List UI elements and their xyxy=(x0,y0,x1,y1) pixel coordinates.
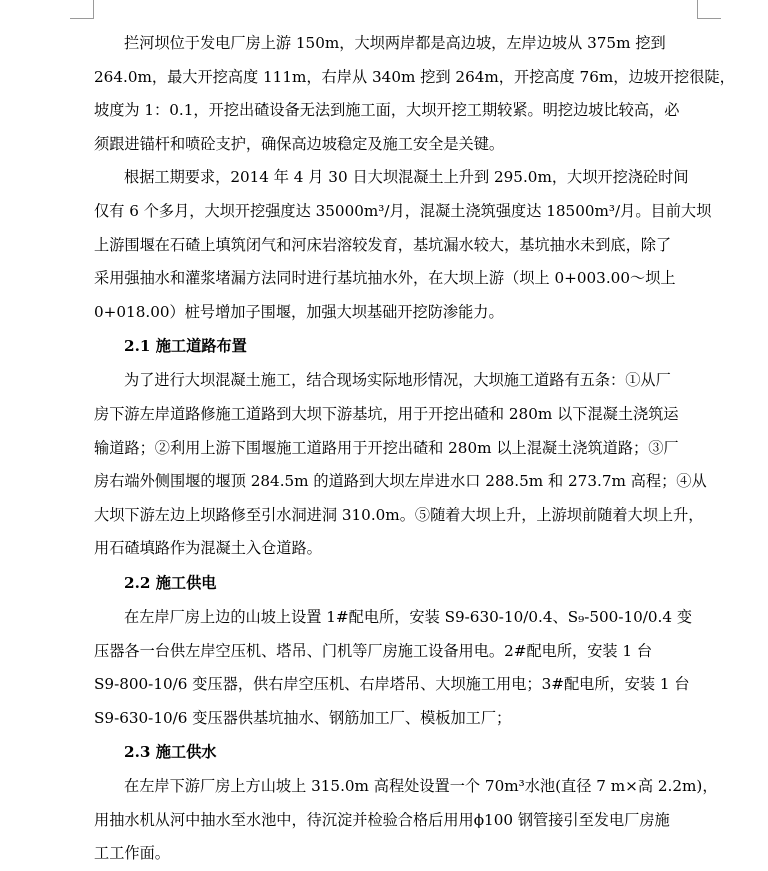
section-heading-power: 2.2 施工供电 xyxy=(124,573,217,592)
text-line: 压器各一台供左岸空压机、塔吊、门机等厂房施工设备用电。2#配电所，安装 1 台 xyxy=(94,641,653,660)
text-line: 坡度为 1：0.1，开挖出碴设备无法到施工面，大坝开挖工期较紧。明挖边坡比较高，必 xyxy=(94,101,680,120)
paragraph-schedule xyxy=(94,161,712,329)
text-line: 大坝下游左边上坝路修至引水洞进洞 310.0m。⑤随着大坝上升，上游坝前随着大坝上升， xyxy=(94,505,704,524)
text-line: 在左岸下游厂房上方山坡上 315.0m 高程处设置一个 70m³水池(直径 7 m×高 2.2m)， xyxy=(124,777,718,796)
text-line: 须跟进锚杆和喷砼支护，确保高边坡稳定及施工安全是关键。 xyxy=(94,134,505,153)
text-line: 上游围堰在石碴上填筑闭气和河床岩溶较发育，基坑漏水较大，基坑抽水未到底，除了 xyxy=(94,235,672,254)
text-line: 根据工期要求，2014 年 4 月 30 日大坝混凝土上升到 295.0m，大坝开挖浇砼时间 xyxy=(124,168,689,187)
margin-corner-mark-left xyxy=(93,0,94,18)
text-line: 拦河坝位于发电厂房上游 150m，大坝两岸都是高边坡，左岸边坡从 375m 挖到 xyxy=(124,34,666,52)
margin-corner-mark-left-h xyxy=(70,18,94,19)
text-line: 0+018.00）桩号增加子围堰，加强大坝基础开挖防渗能力。 xyxy=(94,302,504,321)
text-line: S9-630-10/6 变压器供基坑抽水、钢筋加工厂、模板加工厂； xyxy=(94,708,512,727)
section-heading-water: 2.3 施工供水 xyxy=(124,743,217,762)
paragraph-power xyxy=(94,601,700,735)
text-line: 264.0m，最大开挖高度 111m，右岸从 340m 挖到 264m，开挖高度 76m，边坡开挖很陡， xyxy=(94,67,735,86)
text-line: S9-800-10/6 变压器，供右岸空压机、右岸塔吊、大坝施工用电；3#配电所，安装 1 台 xyxy=(94,675,690,694)
section-heading-roads: 2.1 施工道路布置 xyxy=(124,337,247,356)
margin-corner-mark-right xyxy=(697,0,698,18)
text-line: 采用强抽水和灌浆堵漏方法同时进行基坑抽水外，在大坝上游（坝上 0+003.00～坝上 xyxy=(94,269,676,288)
document-body xyxy=(94,27,735,871)
paragraph-roads xyxy=(94,364,707,566)
paragraph-dam-location xyxy=(94,27,735,161)
text-line: 仅有 6 个多月，大坝开挖强度达 35000m³/月，混凝土浇筑强度达 18500m³/月。目前大坝 xyxy=(94,201,712,220)
text-line: 房下游左岸道路修施工道路到大坝下游基坑，用于开挖出碴和 280m 以下混凝土浇筑运 xyxy=(94,404,679,423)
text-line: 为了进行大坝混凝土施工，结合现场实际地形情况，大坝施工道路有五条：①从厂 xyxy=(124,371,671,390)
text-line: 房右端外侧围堰的堰顶 284.5m 的道路到大坝左岸进水口 288.5m 和 273.7m 高程；④从 xyxy=(94,472,707,491)
text-line: 在左岸厂房上边的山坡上设置 1#配电所，安装 S9-630-10/0.4、S₉-500-10/0.4 变 xyxy=(124,607,693,626)
text-line: 用石碴填路作为混凝土入仓道路。 xyxy=(94,539,322,558)
text-line: 工工作面。 xyxy=(94,844,170,863)
paragraph-water xyxy=(94,770,718,871)
margin-corner-mark-right-h xyxy=(697,18,721,19)
text-line: 用抽水机从河中抽水至水池中，待沉淀并检验合格后用用ϕ100 钢管接引至发电厂房施 xyxy=(94,810,670,829)
text-line: 输道路；②利用上游下围堰施工道路用于开挖出碴和 280m 以上混凝土浇筑道路；③厂 xyxy=(94,438,679,457)
